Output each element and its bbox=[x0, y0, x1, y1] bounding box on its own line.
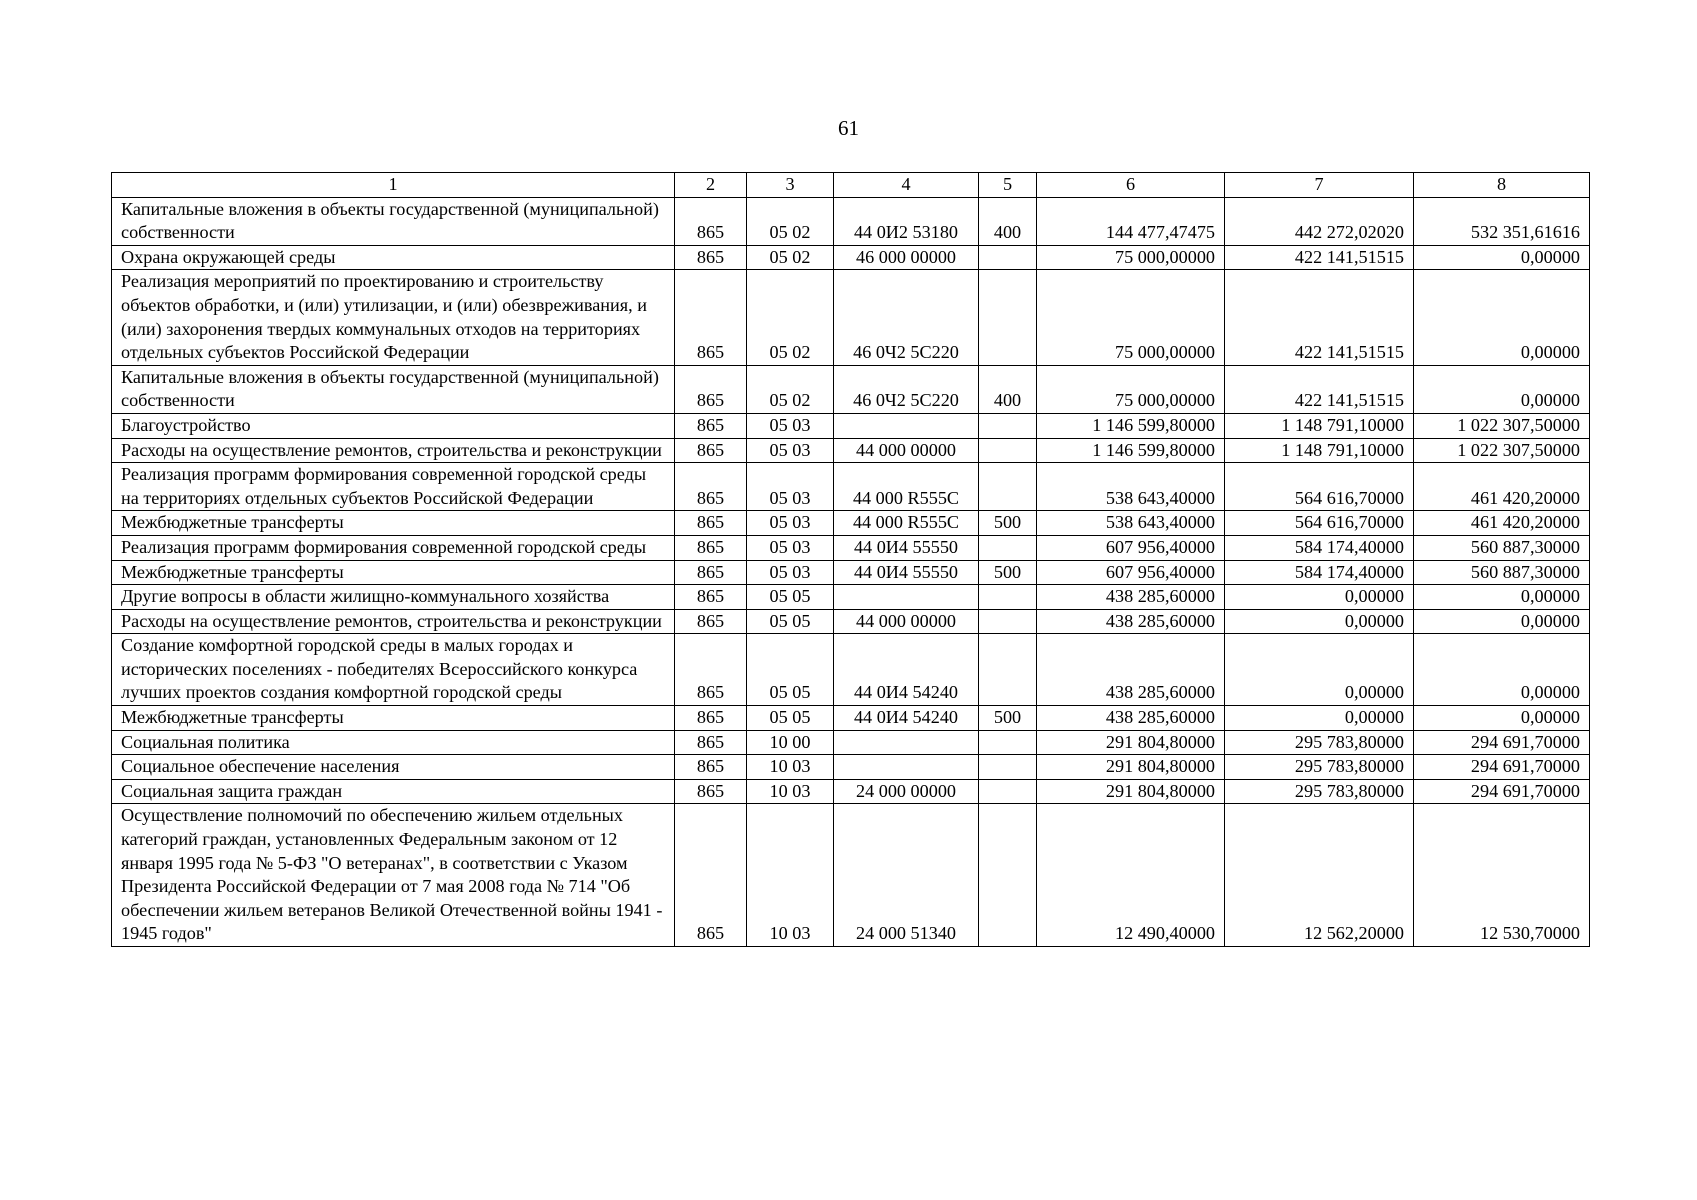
section-code-cell: 05 02 bbox=[747, 270, 834, 365]
amount-col7-cell: 1 148 791,10000 bbox=[1225, 413, 1414, 438]
amount-col6-cell: 538 643,40000 bbox=[1037, 463, 1225, 511]
admin-code-cell: 865 bbox=[675, 270, 747, 365]
row-name-cell: Другие вопросы в области жилищно-коммунального хозяйства bbox=[112, 585, 675, 610]
amount-col6-cell: 75 000,00000 bbox=[1037, 245, 1225, 270]
amount-col6-cell: 438 285,60000 bbox=[1037, 609, 1225, 634]
target-article-cell: 46 000 00000 bbox=[834, 245, 979, 270]
admin-code-cell: 865 bbox=[675, 245, 747, 270]
row-name-cell: Благоустройство bbox=[112, 413, 675, 438]
table-row bbox=[112, 270, 1590, 365]
amount-col7-cell: 584 174,40000 bbox=[1225, 560, 1414, 585]
expense-type-cell bbox=[979, 413, 1037, 438]
amount-col7-cell: 564 616,70000 bbox=[1225, 511, 1414, 536]
amount-col8-cell: 1 022 307,50000 bbox=[1414, 438, 1590, 463]
target-article-cell: 46 0Ч2 5С220 bbox=[834, 270, 979, 365]
amount-col7-cell: 0,00000 bbox=[1225, 609, 1414, 634]
header-cell: 4 bbox=[834, 173, 979, 198]
section-code-cell: 05 02 bbox=[747, 245, 834, 270]
row-name-cell: Осуществление полномочий по обеспечению жильем отдельных категорий граждан, установленных Федеральным законом от 12 января 1995 года № 5-ФЗ "О ветеранах", в соответствии с Указом Президента Российской Федерации от 7 мая 2008 года № 714 "Об обеспечении жильем ветеранов Великой Отечественной войны 1941 - 1945 годов" bbox=[112, 804, 675, 947]
header-row bbox=[112, 173, 1590, 198]
expense-type-cell: 400 bbox=[979, 197, 1037, 245]
admin-code-cell: 865 bbox=[675, 609, 747, 634]
amount-col7-cell: 422 141,51515 bbox=[1225, 365, 1414, 413]
amount-col7-cell: 295 783,80000 bbox=[1225, 755, 1414, 780]
table-row bbox=[112, 413, 1590, 438]
row-name-cell: Межбюджетные трансферты bbox=[112, 706, 675, 731]
section-code-cell: 05 05 bbox=[747, 609, 834, 634]
admin-code-cell: 865 bbox=[675, 706, 747, 731]
section-code-cell: 05 02 bbox=[747, 197, 834, 245]
amount-col7-cell: 422 141,51515 bbox=[1225, 245, 1414, 270]
amount-col7-cell: 564 616,70000 bbox=[1225, 463, 1414, 511]
table-row bbox=[112, 779, 1590, 804]
header-cell: 2 bbox=[675, 173, 747, 198]
row-name-cell: Капитальные вложения в объекты государственной (муниципальной) собственности bbox=[112, 197, 675, 245]
expense-type-cell bbox=[979, 634, 1037, 706]
target-article-cell: 44 0И4 55550 bbox=[834, 560, 979, 585]
target-article-cell: 44 000 00000 bbox=[834, 609, 979, 634]
row-name-cell: Межбюджетные трансферты bbox=[112, 511, 675, 536]
header-cell: 5 bbox=[979, 173, 1037, 198]
admin-code-cell: 865 bbox=[675, 730, 747, 755]
section-code-cell: 05 03 bbox=[747, 535, 834, 560]
row-name-cell: Реализация программ формирования современной городской среды bbox=[112, 535, 675, 560]
header-cell: 7 bbox=[1225, 173, 1414, 198]
table-row bbox=[112, 511, 1590, 536]
row-name-cell: Социальная политика bbox=[112, 730, 675, 755]
expense-type-cell: 500 bbox=[979, 706, 1037, 731]
amount-col7-cell: 0,00000 bbox=[1225, 634, 1414, 706]
amount-col6-cell: 144 477,47475 bbox=[1037, 197, 1225, 245]
admin-code-cell: 865 bbox=[675, 413, 747, 438]
section-code-cell: 05 05 bbox=[747, 706, 834, 731]
expense-type-cell bbox=[979, 730, 1037, 755]
row-name-cell: Капитальные вложения в объекты государственной (муниципальной) собственности bbox=[112, 365, 675, 413]
amount-col8-cell: 532 351,61616 bbox=[1414, 197, 1590, 245]
amount-col6-cell: 291 804,80000 bbox=[1037, 755, 1225, 780]
admin-code-cell: 865 bbox=[675, 779, 747, 804]
row-name-cell: Создание комфортной городской среды в малых городах и исторических поселениях - победителях Всероссийского конкурса лучших проектов создания комфортной городской среды bbox=[112, 634, 675, 706]
expense-type-cell bbox=[979, 438, 1037, 463]
target-article-cell: 44 000 R555С bbox=[834, 463, 979, 511]
target-article-cell: 44 0И4 54240 bbox=[834, 634, 979, 706]
section-code-cell: 05 02 bbox=[747, 365, 834, 413]
amount-col7-cell: 12 562,20000 bbox=[1225, 804, 1414, 947]
amount-col6-cell: 538 643,40000 bbox=[1037, 511, 1225, 536]
admin-code-cell: 865 bbox=[675, 804, 747, 947]
amount-col8-cell: 560 887,30000 bbox=[1414, 560, 1590, 585]
table-row bbox=[112, 197, 1590, 245]
amount-col8-cell: 461 420,20000 bbox=[1414, 511, 1590, 536]
amount-col8-cell: 294 691,70000 bbox=[1414, 730, 1590, 755]
amount-col6-cell: 438 285,60000 bbox=[1037, 634, 1225, 706]
amount-col6-cell: 1 146 599,80000 bbox=[1037, 438, 1225, 463]
row-name-cell: Реализация программ формирования современной городской среды на территориях отдельных субъектов Российской Федерации bbox=[112, 463, 675, 511]
amount-col6-cell: 607 956,40000 bbox=[1037, 560, 1225, 585]
row-name-cell: Охрана окружающей среды bbox=[112, 245, 675, 270]
target-article-cell: 44 0И4 54240 bbox=[834, 706, 979, 731]
target-article-cell: 24 000 51340 bbox=[834, 804, 979, 947]
header-cell: 6 bbox=[1037, 173, 1225, 198]
expense-type-cell: 500 bbox=[979, 511, 1037, 536]
amount-col8-cell: 0,00000 bbox=[1414, 270, 1590, 365]
row-name-cell: Социальная защита граждан bbox=[112, 779, 675, 804]
amount-col8-cell: 294 691,70000 bbox=[1414, 755, 1590, 780]
table-body bbox=[112, 173, 1590, 947]
amount-col6-cell: 75 000,00000 bbox=[1037, 365, 1225, 413]
table-row bbox=[112, 755, 1590, 780]
section-code-cell: 05 05 bbox=[747, 634, 834, 706]
amount-col8-cell: 294 691,70000 bbox=[1414, 779, 1590, 804]
admin-code-cell: 865 bbox=[675, 197, 747, 245]
amount-col6-cell: 291 804,80000 bbox=[1037, 730, 1225, 755]
admin-code-cell: 865 bbox=[675, 463, 747, 511]
expense-type-cell bbox=[979, 779, 1037, 804]
amount-col8-cell: 461 420,20000 bbox=[1414, 463, 1590, 511]
admin-code-cell: 865 bbox=[675, 535, 747, 560]
amount-col7-cell: 422 141,51515 bbox=[1225, 270, 1414, 365]
amount-col6-cell: 438 285,60000 bbox=[1037, 585, 1225, 610]
admin-code-cell: 865 bbox=[675, 585, 747, 610]
table-row bbox=[112, 245, 1590, 270]
expense-type-cell bbox=[979, 270, 1037, 365]
amount-col8-cell: 0,00000 bbox=[1414, 585, 1590, 610]
table-row bbox=[112, 535, 1590, 560]
table-row bbox=[112, 463, 1590, 511]
amount-col7-cell: 1 148 791,10000 bbox=[1225, 438, 1414, 463]
amount-col7-cell: 295 783,80000 bbox=[1225, 779, 1414, 804]
table-row bbox=[112, 365, 1590, 413]
row-name-cell: Реализация мероприятий по проектированию и строительству объектов обработки, и (или) утилизации, и (или) обезвреживания, и (или) захоронения твердых коммунальных отходов на территориях отдельных субъектов Российской Федерации bbox=[112, 270, 675, 365]
amount-col8-cell: 560 887,30000 bbox=[1414, 535, 1590, 560]
expense-type-cell bbox=[979, 585, 1037, 610]
amount-col8-cell: 0,00000 bbox=[1414, 365, 1590, 413]
target-article-cell: 44 0И2 53180 bbox=[834, 197, 979, 245]
amount-col6-cell: 12 490,40000 bbox=[1037, 804, 1225, 947]
expense-type-cell bbox=[979, 245, 1037, 270]
table-row bbox=[112, 730, 1590, 755]
expense-type-cell bbox=[979, 804, 1037, 947]
amount-col8-cell: 12 530,70000 bbox=[1414, 804, 1590, 947]
amount-col7-cell: 295 783,80000 bbox=[1225, 730, 1414, 755]
expense-type-cell bbox=[979, 535, 1037, 560]
table-row bbox=[112, 706, 1590, 731]
table-row bbox=[112, 609, 1590, 634]
amount-col6-cell: 607 956,40000 bbox=[1037, 535, 1225, 560]
admin-code-cell: 865 bbox=[675, 511, 747, 536]
expense-type-cell bbox=[979, 609, 1037, 634]
admin-code-cell: 865 bbox=[675, 755, 747, 780]
row-name-cell: Межбюджетные трансферты bbox=[112, 560, 675, 585]
amount-col7-cell: 584 174,40000 bbox=[1225, 535, 1414, 560]
target-article-cell bbox=[834, 413, 979, 438]
target-article-cell: 46 0Ч2 5С220 bbox=[834, 365, 979, 413]
admin-code-cell: 865 bbox=[675, 365, 747, 413]
expense-type-cell bbox=[979, 463, 1037, 511]
row-name-cell: Социальное обеспечение населения bbox=[112, 755, 675, 780]
section-code-cell: 05 03 bbox=[747, 511, 834, 536]
table-row bbox=[112, 438, 1590, 463]
section-code-cell: 10 03 bbox=[747, 804, 834, 947]
target-article-cell bbox=[834, 585, 979, 610]
table-row bbox=[112, 560, 1590, 585]
table-row bbox=[112, 634, 1590, 706]
amount-col8-cell: 0,00000 bbox=[1414, 634, 1590, 706]
page-number: 61 bbox=[838, 116, 859, 140]
header-cell: 1 bbox=[112, 173, 675, 198]
section-code-cell: 10 03 bbox=[747, 779, 834, 804]
expense-type-cell: 500 bbox=[979, 560, 1037, 585]
target-article-cell: 44 000 R555С bbox=[834, 511, 979, 536]
amount-col7-cell: 0,00000 bbox=[1225, 706, 1414, 731]
amount-col6-cell: 1 146 599,80000 bbox=[1037, 413, 1225, 438]
target-article-cell bbox=[834, 755, 979, 780]
amount-col6-cell: 291 804,80000 bbox=[1037, 779, 1225, 804]
section-code-cell: 10 03 bbox=[747, 755, 834, 780]
row-name-cell: Расходы на осуществление ремонтов, строительства и реконструкции bbox=[112, 438, 675, 463]
section-code-cell: 05 03 bbox=[747, 463, 834, 511]
amount-col8-cell: 0,00000 bbox=[1414, 609, 1590, 634]
table-row bbox=[112, 804, 1590, 947]
section-code-cell: 05 03 bbox=[747, 560, 834, 585]
admin-code-cell: 865 bbox=[675, 560, 747, 585]
section-code-cell: 05 05 bbox=[747, 585, 834, 610]
section-code-cell: 05 03 bbox=[747, 438, 834, 463]
target-article-cell: 44 0И4 55550 bbox=[834, 535, 979, 560]
table-row bbox=[112, 585, 1590, 610]
amount-col6-cell: 75 000,00000 bbox=[1037, 270, 1225, 365]
header-cell: 8 bbox=[1414, 173, 1590, 198]
admin-code-cell: 865 bbox=[675, 634, 747, 706]
header-cell: 3 bbox=[747, 173, 834, 198]
section-code-cell: 05 03 bbox=[747, 413, 834, 438]
expense-type-cell: 400 bbox=[979, 365, 1037, 413]
amount-col8-cell: 0,00000 bbox=[1414, 245, 1590, 270]
amount-col7-cell: 442 272,02020 bbox=[1225, 197, 1414, 245]
amount-col7-cell: 0,00000 bbox=[1225, 585, 1414, 610]
amount-col8-cell: 1 022 307,50000 bbox=[1414, 413, 1590, 438]
expense-type-cell bbox=[979, 755, 1037, 780]
target-article-cell: 44 000 00000 bbox=[834, 438, 979, 463]
admin-code-cell: 865 bbox=[675, 438, 747, 463]
budget-table bbox=[111, 172, 1590, 947]
row-name-cell: Расходы на осуществление ремонтов, строительства и реконструкции bbox=[112, 609, 675, 634]
amount-col6-cell: 438 285,60000 bbox=[1037, 706, 1225, 731]
section-code-cell: 10 00 bbox=[747, 730, 834, 755]
amount-col8-cell: 0,00000 bbox=[1414, 706, 1590, 731]
target-article-cell: 24 000 00000 bbox=[834, 779, 979, 804]
target-article-cell bbox=[834, 730, 979, 755]
